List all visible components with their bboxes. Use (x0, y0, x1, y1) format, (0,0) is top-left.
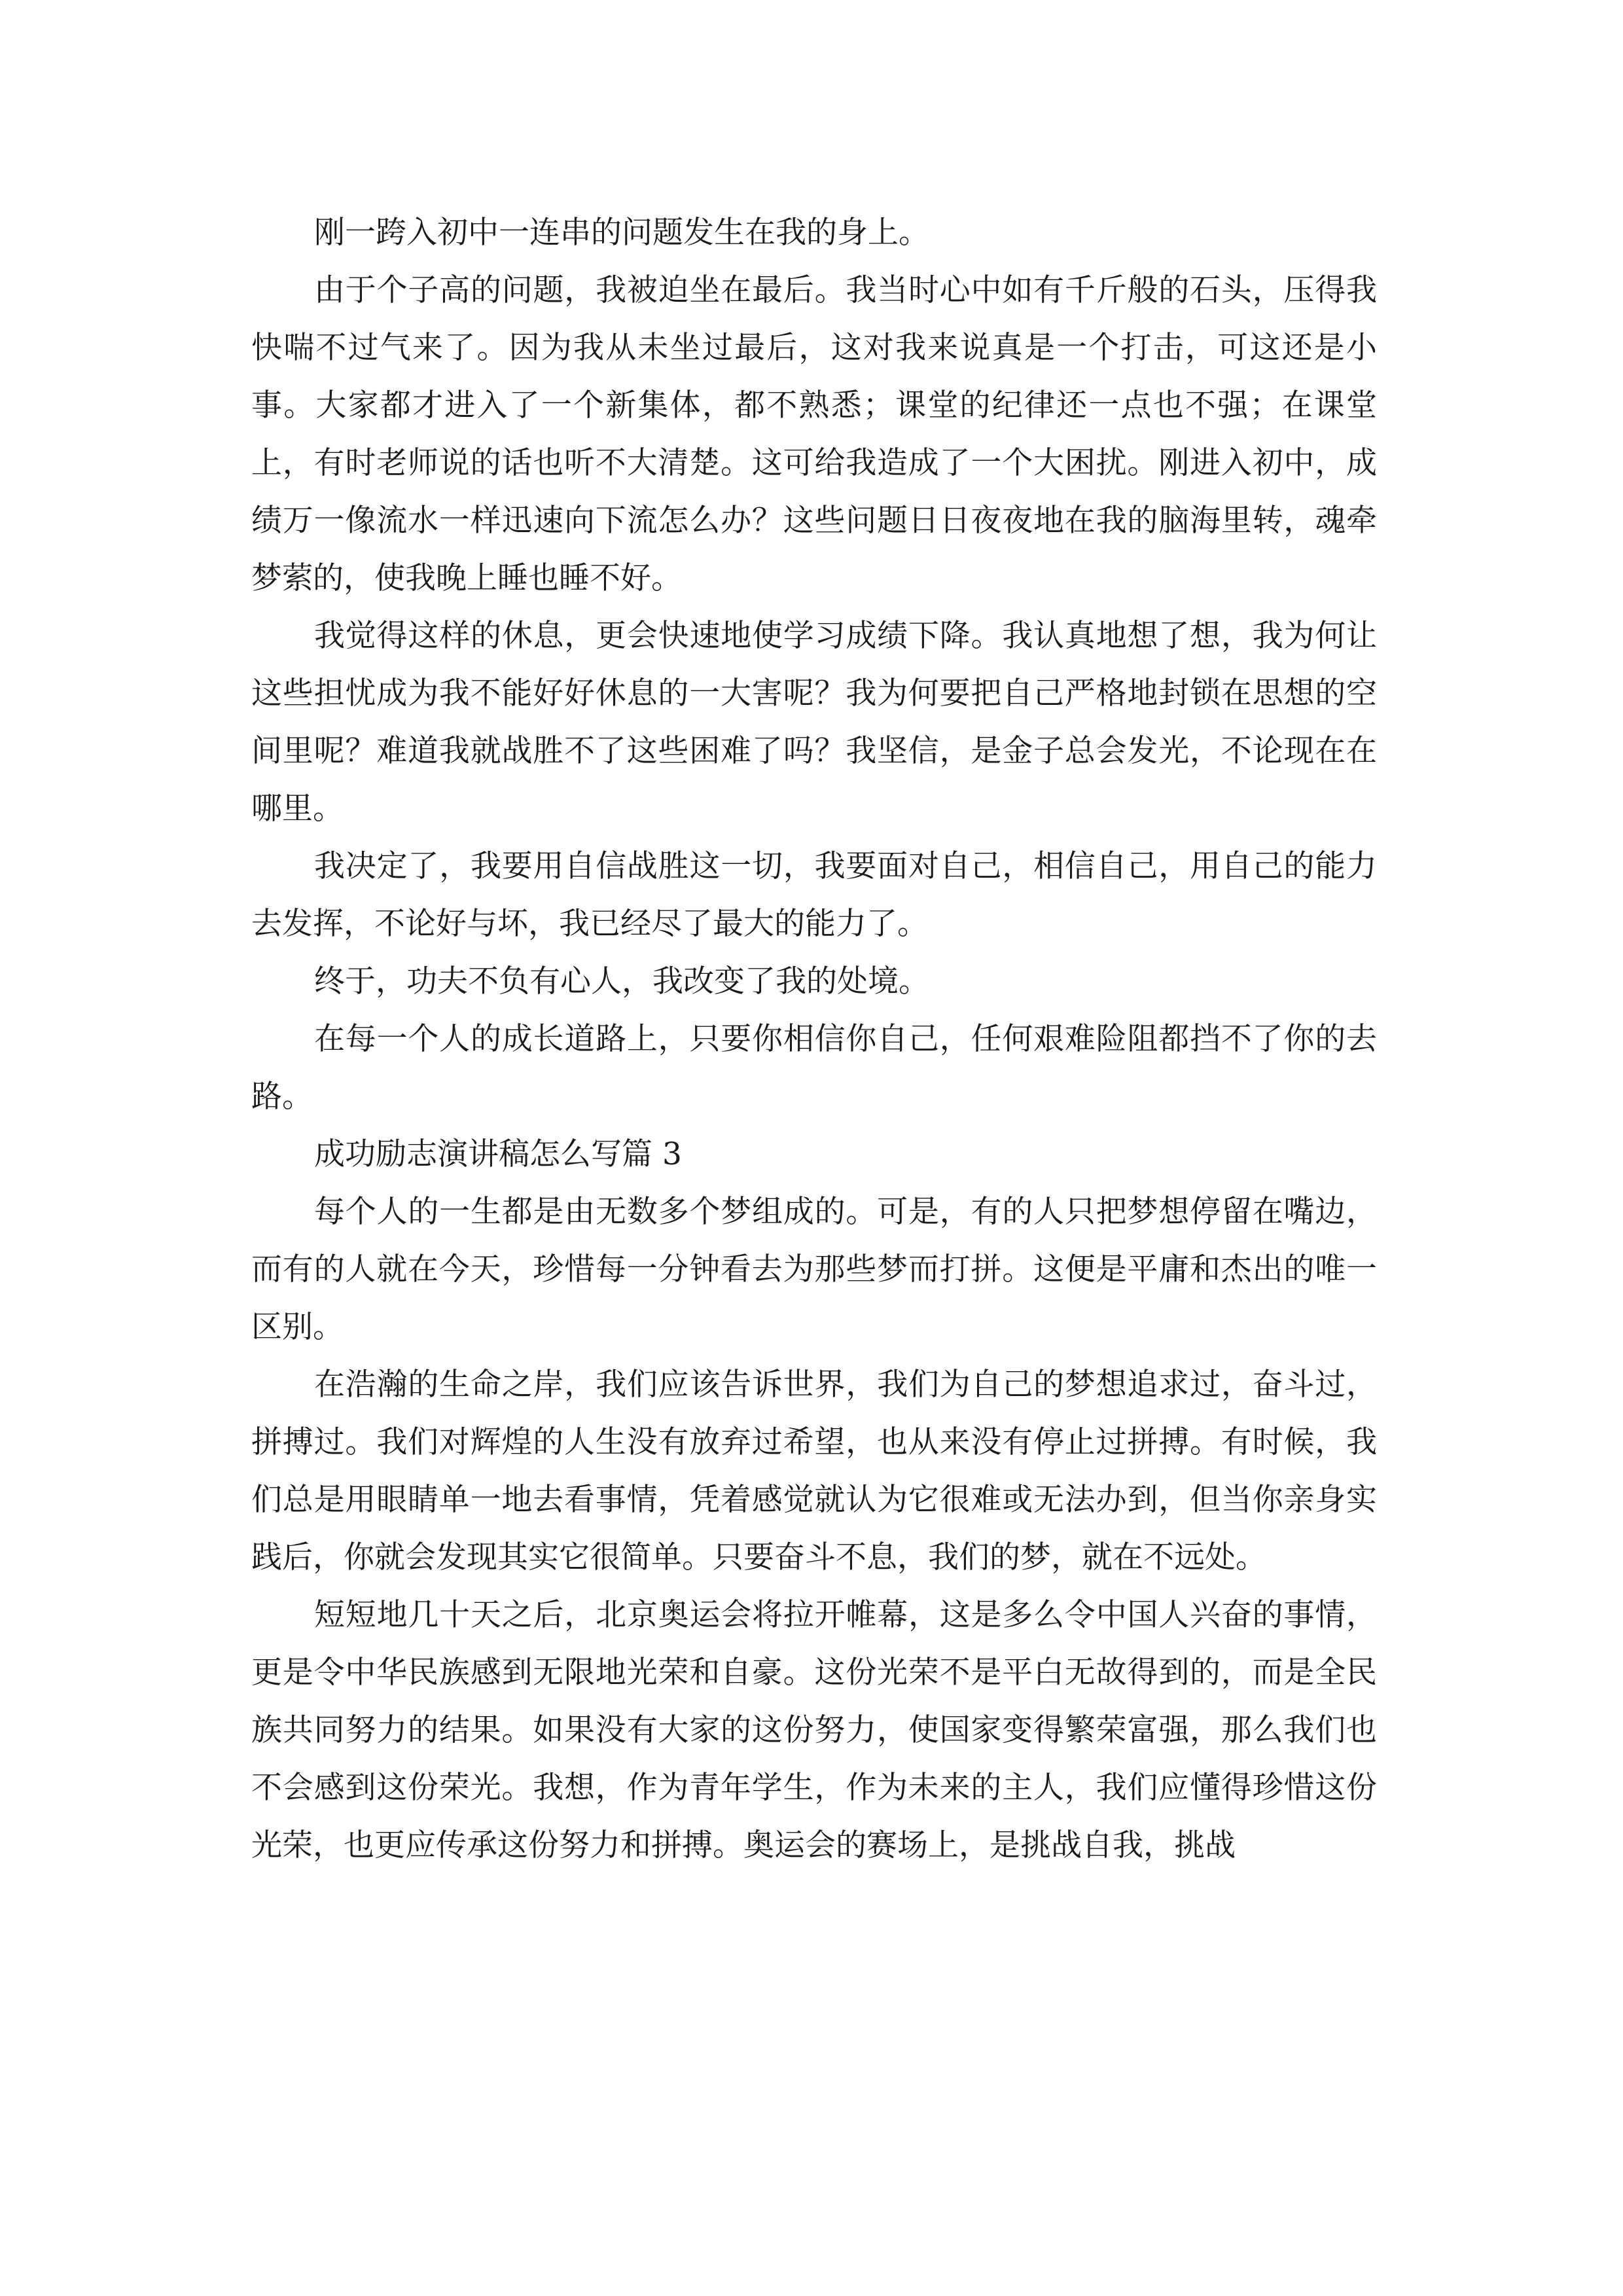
section-heading: 成功励志演讲稿怎么写篇 3 (314, 1136, 682, 1172)
paragraph-2: 由于个子高的问题，我被迫坐在最后。我当时心中如有千斤般的石头，压得我快喘不过气来了。因为我从未坐过最后，这对我来说真是一个打击，可这还是小事。大家都才进入了一个新集体，都不熟悉；课堂的纪律还一点也不强；在课堂上，有时老师说的话也听不大清楚。这可给我造成了一个大困扰。刚进入初中，成绩万一像流水一样迅速向下流怎么办？这些问题日日夜夜地在我的脑海里转，魂牵梦萦的，使我晚上睡也睡不好。 (251, 272, 1377, 596)
section-paragraph-3: 短短地几十天之后，北京奥运会将拉开帷幕，这是多么令中国人兴奋的事情，更是令中华民族感到无限地光荣和自豪。这份光荣不是平白无故得到的，而是全民族共同努力的结果。如果没有大家的这份努力，使国家变得繁荣富强，那么我们也不会感到这份荣光。我想，作为青年学生，作为未来的主人，我们应懂得珍惜这份光荣，也更应传承这份努力和拼搏。奥运会的赛场上，是挑战自我，挑战 (251, 1597, 1377, 1863)
paragraph-4: 我决定了，我要用自信战胜这一切，我要面对自己，相信自己，用自己的能力去发挥，不论好与坏，我已经尽了最大的能力了。 (251, 848, 1377, 942)
paragraph-3: 我觉得这样的休息，更会快速地使学习成绩下降。我认真地想了想，我为何让这些担忧成为我不能好好休息的一大害呢？我为何要把自己严格地封锁在思想的空间里呢？难道我就战胜不了这些困难了吗？我坚信，是金子总会发光，不论现在在哪里。 (251, 618, 1377, 827)
document-body (251, 204, 1377, 1874)
paragraph-1: 刚一跨入初中一连串的问题发生在我的身上。 (314, 215, 929, 251)
paragraph-5: 终于，功夫不负有心人，我改变了我的处境。 (314, 963, 929, 999)
paragraph-6: 在每一个人的成长道路上，只要你相信你自己，任何艰难险阻都挡不了你的去路。 (251, 1021, 1377, 1115)
section-paragraph-1: 每个人的一生都是由无数多个梦组成的。可是，有的人只把梦想停留在嘴边，而有的人就在今天，珍惜每一分钟看去为那些梦而打拼。这便是平庸和杰出的唯一区别。 (251, 1194, 1377, 1345)
section-paragraph-2: 在浩瀚的生命之岸，我们应该告诉世界，我们为自己的梦想追求过，奋斗过，拼搏过。我们对辉煌的人生没有放弃过希望，也从来没有停止过拼搏。有时候，我们总是用眼睛单一地去看事情，凭着感觉就认为它很难或无法办到，但当你亲身实践后，你就会发现其实它很简单。只要奋斗不息，我们的梦，就在不远处。 (251, 1367, 1377, 1575)
